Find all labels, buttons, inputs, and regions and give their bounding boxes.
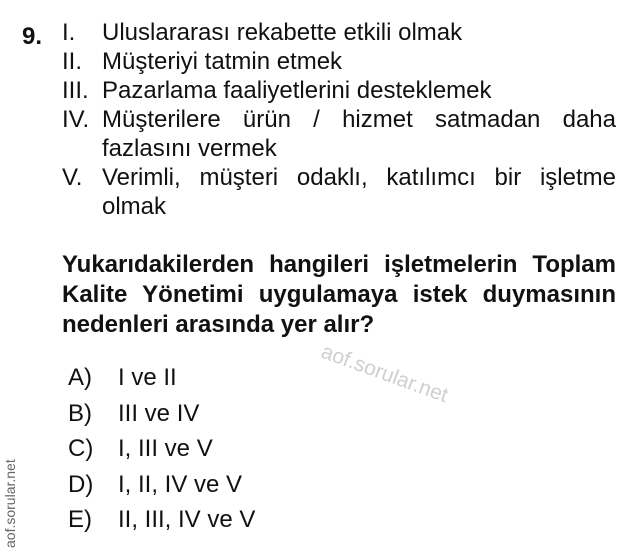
statement-numeral: IV. <box>62 106 90 133</box>
option-text: II, III, IV ve V <box>118 506 256 534</box>
statement-text: Verimli, müşteri odaklı, katılımcı bir işletme olmak <box>102 164 616 220</box>
option-letter: C) <box>68 435 94 463</box>
statement-numeral: III. <box>62 77 89 104</box>
answer-option-c[interactable] <box>68 431 255 467</box>
question-number: 9. <box>22 23 43 50</box>
answer-option-e[interactable] <box>68 502 255 538</box>
option-text: I, II, IV ve V <box>118 470 243 498</box>
option-text: I, III ve V <box>118 435 213 463</box>
answer-option-a[interactable] <box>68 360 255 396</box>
watermark-side: aof.sorular.net <box>2 459 18 548</box>
statement-item-3 <box>62 76 616 105</box>
question-stem: Yukarıdakilerden hangileri işletmelerin Toplam Kalite Yönetimi uygulamaya istek duymasının nedenleri arasında yer alır? <box>62 251 616 338</box>
option-letter: B) <box>68 399 92 427</box>
answer-option-b[interactable] <box>68 396 255 432</box>
statement-list <box>62 18 616 221</box>
statement-numeral: I. <box>62 19 76 46</box>
statement-item-2 <box>62 47 616 76</box>
statement-item-5 <box>62 163 616 221</box>
statement-text: Müşterilere ürün / hizmet satmadan daha fazlasını vermek <box>102 106 616 162</box>
watermark-diagonal: aof.sorular.net <box>318 340 452 408</box>
statement-numeral: II. <box>62 48 83 75</box>
option-letter: D) <box>68 470 94 498</box>
statement-numeral: V. <box>62 164 83 191</box>
statement-item-4 <box>62 105 616 163</box>
statement-text: Uluslararası rekabette etkili olmak <box>102 19 463 46</box>
statement-item-1 <box>62 18 616 47</box>
answer-option-d[interactable] <box>68 467 255 503</box>
statement-text: Pazarlama faaliyetlerini desteklemek <box>102 77 492 104</box>
statement-text: Müşteriyi tatmin etmek <box>102 48 343 75</box>
option-letter: E) <box>68 506 92 534</box>
answer-options <box>68 360 255 538</box>
option-letter: A) <box>68 364 92 391</box>
option-text: III ve IV <box>118 399 200 427</box>
option-text: I ve II <box>118 364 177 391</box>
